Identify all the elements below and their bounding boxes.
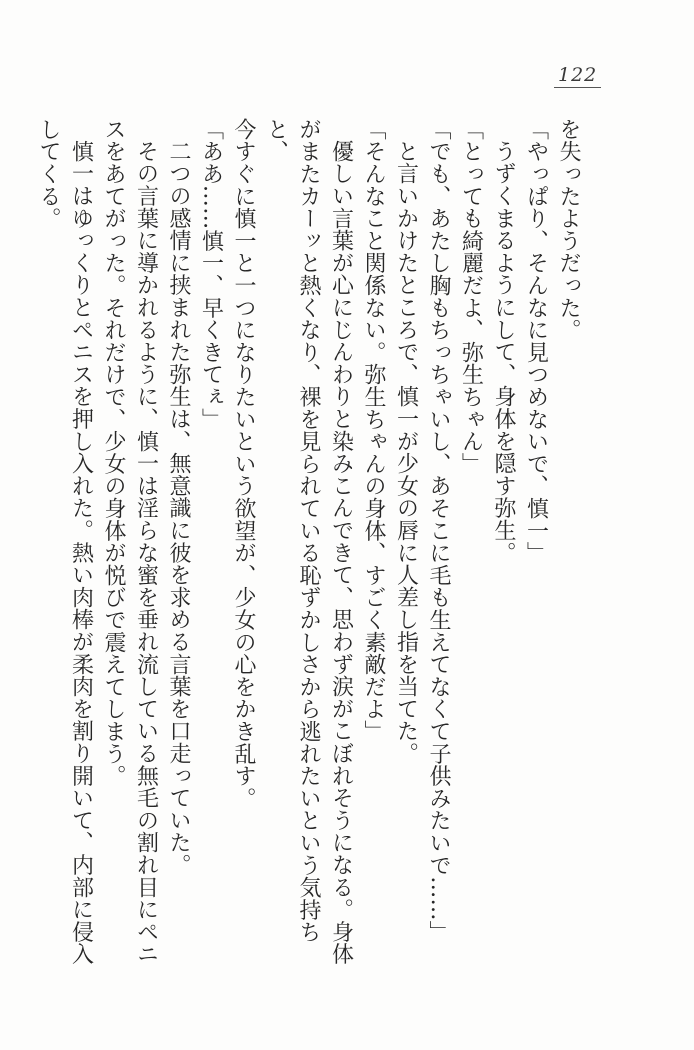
text-line: 二つの感情に挟まれた弥生は、無意識に彼を求める言葉を口走っていた。 bbox=[166, 140, 191, 876]
page-number: 122 bbox=[554, 64, 601, 88]
text-line: その言葉に導かれるように、慎一は淫らな蜜を垂れ流している無毛の割れ目にペニ bbox=[133, 140, 159, 966]
text-line: スをあてがった。それだけで、少女の身体が悦びで震えてしまう。 bbox=[101, 118, 126, 787]
text-line: 「そんなこと関係ない。弥生ちゃんの身体、すごく素敵だよ」 bbox=[361, 118, 386, 743]
text-line: うずくまるようにして、身体を隠す弥生。 bbox=[491, 140, 516, 564]
text-line: 「とっても綺麗だよ、弥生ちゃん」 bbox=[458, 118, 484, 475]
text-line: 「でも、あたし胸もちっちゃいし、あそこに毛も生えてなくて子供みたいで……」 bbox=[426, 118, 451, 944]
text-line: 慎一はゆっくりとペニスを押し入れた。熱い肉棒が柔肉を割り開いて、内部に侵入 bbox=[68, 140, 94, 966]
text-line: 「やっぱり、そんなに見つめないで、慎一」 bbox=[523, 118, 549, 564]
text-line: 「ああ……慎一、早くきてぇ」 bbox=[198, 118, 224, 431]
text-line: を失ったようだった。 bbox=[556, 118, 581, 341]
text-line: がまたカーッと熱くなり、裸を見られている恥ずかしさから逃れたいという気持ちと、 bbox=[263, 118, 321, 944]
text-line: してくる。 bbox=[36, 118, 61, 230]
text-line: 今すぐに慎一と一つになりたいという欲望が、少女の心をかき乱す。 bbox=[231, 118, 256, 810]
text-line: と言いかけたところで、慎一が少女の唇に人差し指を当てた。 bbox=[393, 140, 419, 765]
vertical-text-block bbox=[32, 118, 585, 980]
text-line: 優しい言葉が心にじんわりと染みこんできて、思わず涙がこぼれそうになる。身体 bbox=[328, 140, 354, 966]
